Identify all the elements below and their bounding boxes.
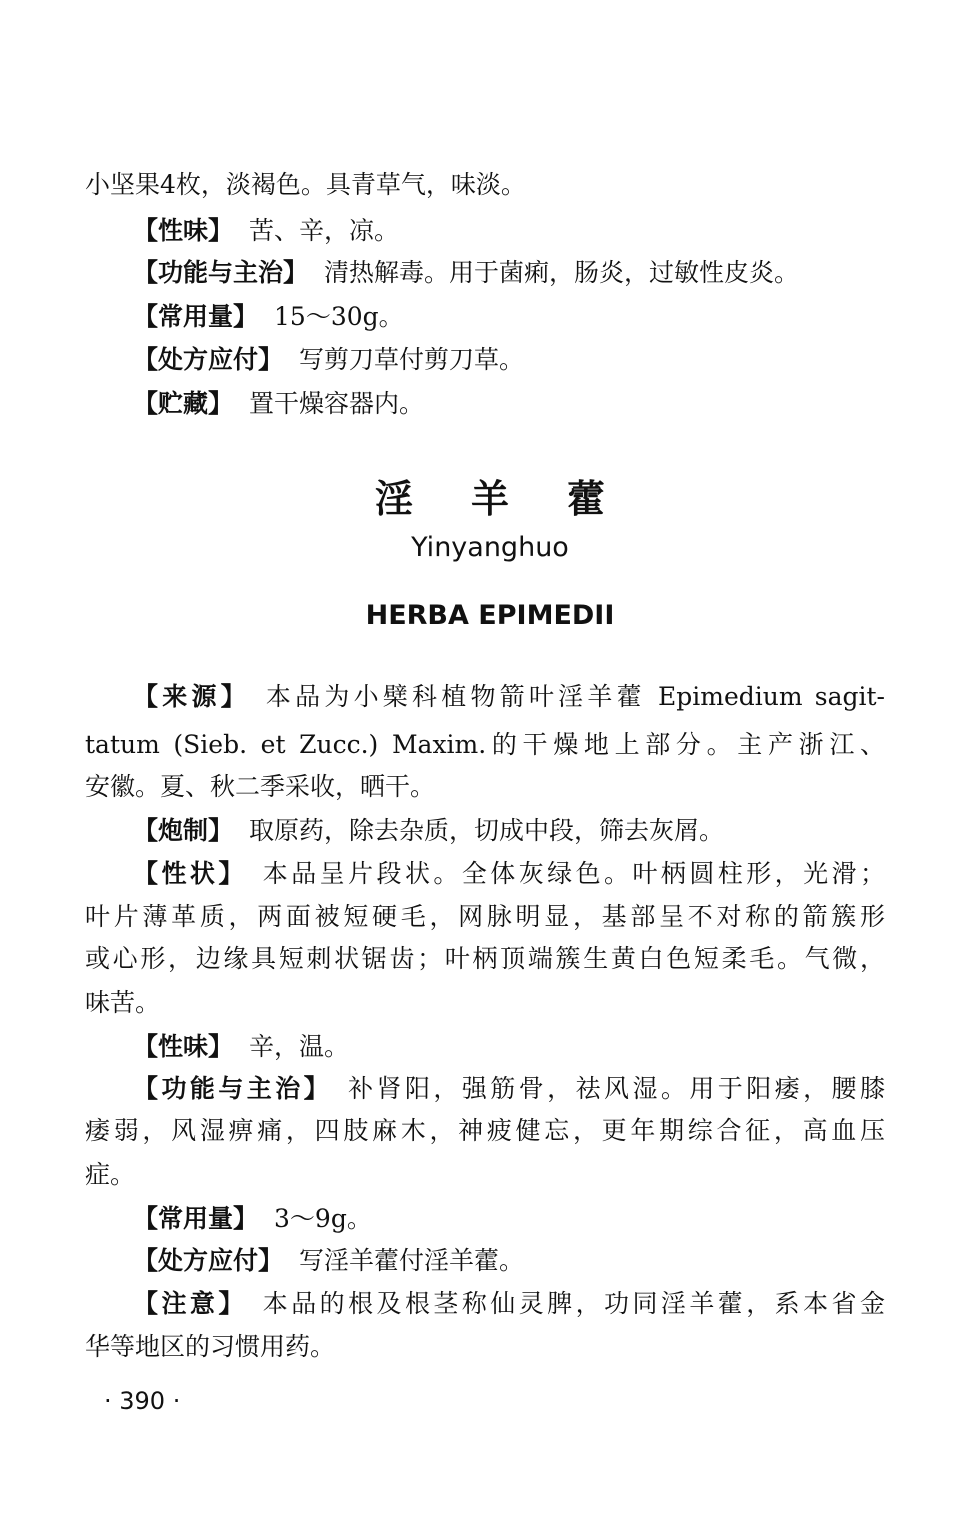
laiyuan-line-1 bbox=[133, 680, 885, 714]
zhuyi-line-2: 华等地区的习惯用药。 bbox=[85, 1332, 336, 1361]
section-label: 【功能与主治】 bbox=[133, 1074, 333, 1103]
xingzhuang-line-2: 叶片薄革质，两面被短硬毛，网脉明显，基部呈不对称的箭簇形 bbox=[85, 902, 885, 931]
prev-xingwei bbox=[133, 214, 933, 248]
section-text: 本品呈片段状。全体灰绿色。叶柄圆柱形，光滑； bbox=[262, 859, 885, 888]
section-label: 【常用量】 bbox=[133, 1204, 259, 1233]
section-label: 【贮藏】 bbox=[133, 389, 234, 418]
gongneng-line-3: 症。 bbox=[85, 1160, 136, 1189]
section-label: 【注意】 bbox=[133, 1289, 247, 1318]
section-text: 补肾阳，强筋骨，祛风湿。用于阳痿，腰膝 bbox=[348, 1074, 885, 1103]
section-label: 【处方应付】 bbox=[133, 1246, 284, 1275]
section-text: 清热解毒。用于菌痢，肠炎，过敏性皮炎。 bbox=[324, 258, 800, 287]
section-text: 本品的根及根茎称仙灵脾，功同淫羊藿，系本省金 bbox=[262, 1289, 885, 1318]
section-text: 15～30g。 bbox=[274, 302, 404, 331]
paozhi bbox=[133, 814, 933, 848]
xingzhuang-line-4: 味苦。 bbox=[85, 988, 161, 1017]
xingzhuang-line-1 bbox=[133, 857, 885, 891]
section-label: 【性状】 bbox=[133, 859, 247, 888]
section-label: 【常用量】 bbox=[133, 302, 259, 331]
entry-pinyin: Yinyanghuo bbox=[411, 532, 569, 563]
section-label: 【炮制】 bbox=[133, 816, 234, 845]
zhuyi-line-1 bbox=[133, 1287, 885, 1321]
section-label: 【性味】 bbox=[133, 1032, 234, 1061]
entry-title: 淫羊藿 bbox=[374, 477, 663, 521]
laiyuan-line-2: tatum (Sieb. et Zucc.) Maxim.的干燥地上部分。主产浙江、 bbox=[85, 730, 885, 759]
gongneng-line-2: 痿弱，风湿痹痛，四肢麻木，神疲健忘，更年期综合征，高血压 bbox=[85, 1116, 885, 1145]
prev-changyong bbox=[133, 300, 933, 334]
section-text: 本品为小檗科植物箭叶淫羊藿 Epimedium sagit- bbox=[265, 682, 885, 711]
prev-gongneng bbox=[133, 256, 933, 290]
changyong bbox=[133, 1202, 933, 1236]
prev-zhucang bbox=[133, 387, 933, 421]
section-label: 【功能与主治】 bbox=[133, 258, 309, 287]
section-text: 置干燥容器内。 bbox=[249, 389, 425, 418]
laiyuan-line-3: 安徽。夏、秋二季采收，晒干。 bbox=[85, 772, 436, 801]
gongneng-line-1 bbox=[133, 1072, 885, 1106]
section-text: 苦、辛，凉。 bbox=[249, 216, 400, 245]
section-text: 写剪刀草付剪刀草。 bbox=[299, 345, 525, 374]
entry-latin-name: HERBA EPIMEDII bbox=[365, 600, 615, 631]
section-label: 【来源】 bbox=[133, 682, 250, 711]
xingzhuang-line-3: 或心形，边缘具短刺状锯齿；叶柄顶端簇生黄白色短柔毛。气微， bbox=[85, 944, 885, 973]
section-label: 【性味】 bbox=[133, 216, 234, 245]
section-label: 【处方应付】 bbox=[133, 345, 284, 374]
section-text: 3～9g。 bbox=[274, 1204, 372, 1233]
section-text: 取原药，除去杂质，切成中段，筛去灰屑。 bbox=[249, 816, 725, 845]
section-text: 写淫羊藿付淫羊藿。 bbox=[299, 1246, 525, 1275]
prev-entry-continuation: 小坚果4枚，淡褐色。具青草气，味淡。 bbox=[85, 170, 526, 199]
chufang bbox=[133, 1244, 933, 1278]
section-text: 辛，温。 bbox=[249, 1032, 350, 1061]
page-number: · 390 · bbox=[104, 1387, 181, 1415]
prev-chufang bbox=[133, 343, 933, 377]
xingwei bbox=[133, 1030, 933, 1064]
